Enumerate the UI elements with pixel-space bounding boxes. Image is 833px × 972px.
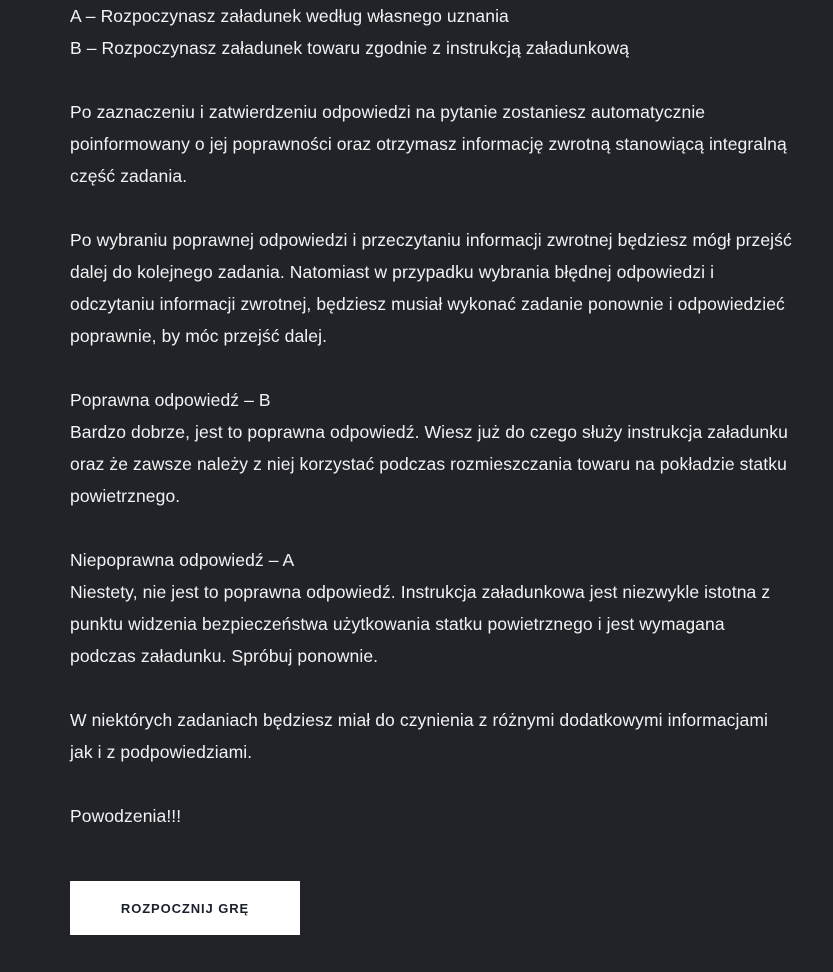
- paragraph-hints: W niektórych zadaniach będziesz miał do czynienia z różnymi dodatkowymi informacjami jak i z podpowiedziami.: [70, 710, 768, 762]
- incorrect-answer-body: Niestety, nie jest to poprawna odpowiedź. Instrukcja załadunkowa jest niezwykle istotna z punktu widzenia bezpieczeństwa użytkowania statku powietrznego i jest wymagana podczas załadunku. Spróbuj ponownie.: [70, 582, 776, 666]
- paragraph-feedback-info: Po zaznaczeniu i zatwierdzeniu odpowiedzi na pytanie zostaniesz automatycznie poinformowany o jej poprawności oraz otrzymasz informację zwrotną stanowiącą integralną część zadania.: [70, 102, 787, 186]
- correct-answer-block: [70, 384, 792, 512]
- incorrect-answer-heading: Niepoprawna odpowiedź – A: [70, 550, 295, 570]
- cta-container: [70, 881, 300, 935]
- correct-answer-heading: Poprawna odpowiedź – B: [70, 390, 271, 410]
- instructions-content: [70, 0, 792, 832]
- answer-options-block: [70, 0, 792, 64]
- closing-text: Powodzenia!!!: [70, 806, 182, 826]
- answer-option-b: B – Rozpoczynasz załadunek towaru zgodnie z instrukcją załadunkową: [70, 38, 630, 58]
- answer-option-a: A – Rozpoczynasz załadunek według własnego uznania: [70, 6, 509, 26]
- incorrect-answer-block: [70, 544, 792, 672]
- correct-answer-body: Bardzo dobrze, jest to poprawna odpowiedź. Wiesz już do czego służy instrukcja załadunku oraz że zawsze należy z niej korzystać podczas rozmieszczania towaru na pokładzie statku powietrznego.: [70, 422, 793, 506]
- paragraph-progress-rules: Po wybraniu poprawnej odpowiedzi i przeczytaniu informacji zwrotnej będziesz mógł przejść dalej do kolejnego zadania. Natomiast w przypadku wybrania błędnej odpowiedzi i odczytaniu informacji zwrotnej, będziesz musiał wykonać zadanie ponownie i odpowiedzieć poprawnie, by móc przejść dalej.: [70, 230, 792, 346]
- start-game-button[interactable]: ROZPOCZNIJ GRĘ: [70, 881, 300, 935]
